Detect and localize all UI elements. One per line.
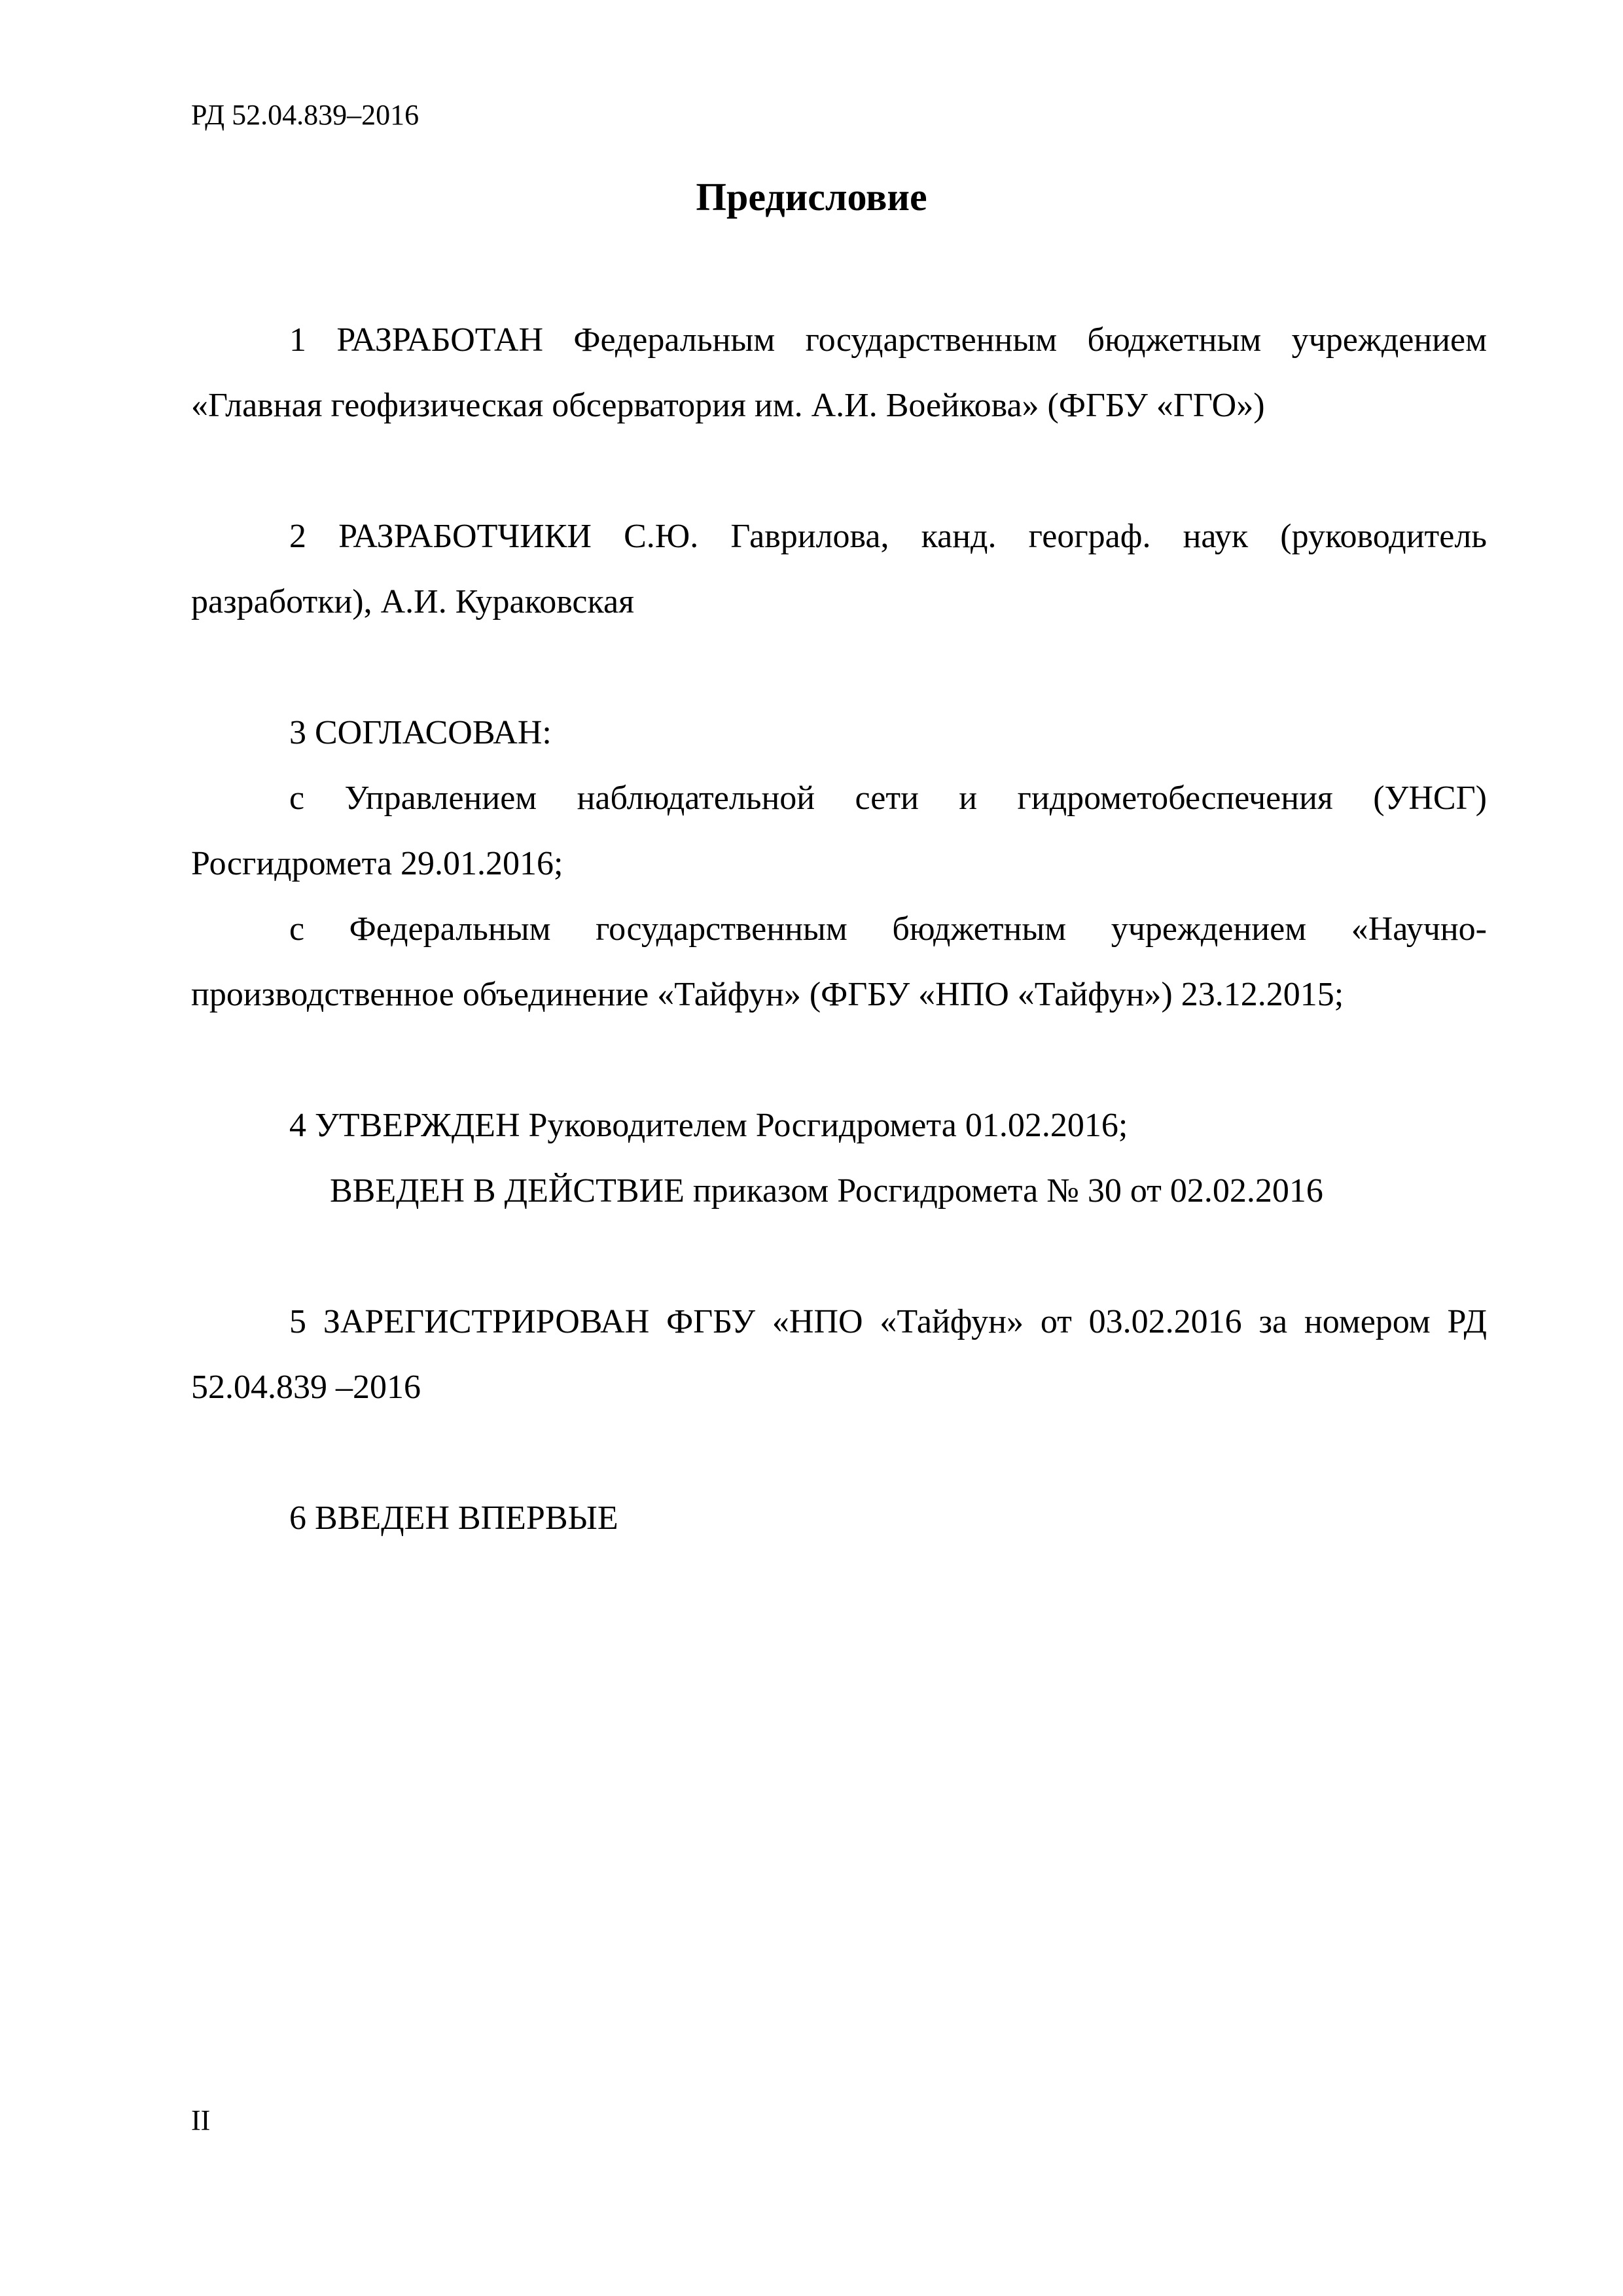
section-4-approved: 4 УТВЕРЖДЕН Руководителем Росгидромета 01.02.2016; — [289, 1107, 1128, 1144]
document-code-header: РД 52.04.839–2016 — [191, 99, 419, 131]
section-3-agreement-1: с Управлением наблюдательной сети и гидрометобеспечения (УНСГ) Росгидромета 29.01.2016; — [191, 780, 1487, 882]
foreword-body — [191, 308, 1487, 1551]
section-3-heading: 3 СОГЛАСОВАН: — [289, 714, 552, 751]
section-3-agreement-2: с Федеральным государственным бюджетным учреждением «Научно-производственное объединение «Тайфун» (ФГБУ «НПО «Тайфун») 23.12.2015; — [191, 910, 1487, 1013]
section-6-introduced: 6 ВВЕДЕН ВПЕРВЫЕ — [289, 1499, 618, 1537]
section-5-registered: 5 ЗАРЕГИСТРИРОВАН ФГБУ «НПО «Тайфун» от 03.02.2016 за номером РД 52.04.839 –2016 — [191, 1303, 1487, 1406]
page-title: Предисловие — [696, 175, 927, 219]
section-1-developed: 1 РАЗРАБОТАН Федеральным государственным бюджетным учреждением «Главная геофизическая обсерватория им. А.И. Воейкова» (ФГБУ «ГГО») — [191, 321, 1487, 424]
section-4-enacted: ВВЕДЕН В ДЕЙСТВИЕ приказом Росгидромета № 30 от 02.02.2016 — [330, 1172, 1323, 1210]
page-number: II — [191, 2104, 211, 2136]
section-2-developers: 2 РАЗРАБОТЧИКИ С.Ю. Гаврилова, канд. географ. наук (руководитель разработки), А.И. Кураковская — [191, 518, 1487, 620]
